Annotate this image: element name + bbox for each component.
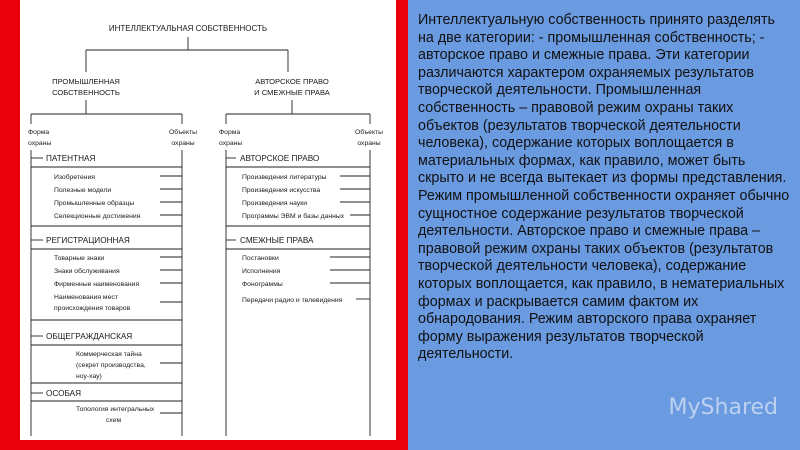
object-item: Произведения искусства <box>242 187 321 194</box>
watermark-logo: MyShared <box>668 395 778 420</box>
object-item: Промышленные образцы <box>54 200 135 207</box>
section-title: АВТОРСКОЕ ПРАВО <box>240 154 320 163</box>
right-objects-label: охраны <box>357 140 381 147</box>
right-form-label: охраны <box>219 140 243 147</box>
section-title: РЕГИСТРАЦИОННАЯ <box>46 236 130 245</box>
object-item: Знаки обслуживания <box>54 268 120 275</box>
object-item: Полезные модели <box>54 187 112 194</box>
object-item: Произведения науки <box>242 200 308 207</box>
section-title: СМЕЖНЫЕ ПРАВА <box>240 236 314 245</box>
section-title: ОСОБАЯ <box>46 389 82 398</box>
body-text: Интеллектуальную собственность принято разделять на две категории: - промышленная собственность; - авторское право и смежные права. Эти категории различаются характером охраняемых результатов творческой деятельности. Промышленная собственность – правовой режим охраны таких объектов (результатов творческой деятельности человека), содержание которых воплощается в материальных формах, как правило, может быть скрыто и не всегда вытекает из формы представления. Режим промышленной собственности охраняет обычно сущностное содержание результатов творческой деятельности. Авторское право и смежные права – правовой режим охраны таких объектов (результатов творческой деятельности человека), содержание которых воплощается, как правило, в нематериальных формах и раскрывается самим фактом их обнародования. Режим авторского права охраняет форму выражения результатов творческой деятельности. <box>418 12 790 363</box>
object-item: Программы ЭВМ и базы данных <box>242 213 345 220</box>
object-item: Постановки <box>242 255 279 262</box>
left-form-label: охраны <box>28 140 52 147</box>
left-form-label: Форма <box>28 129 50 136</box>
object-item: Фонограммы <box>242 281 283 288</box>
object-item: происхождения товаров <box>54 305 131 312</box>
right-form-label: Форма <box>219 129 241 136</box>
object-item: схем <box>106 417 122 424</box>
object-item: Произведения литературы <box>242 174 327 181</box>
object-item: (секрет производства, <box>76 362 146 369</box>
left-objects-label: Объекты <box>168 129 198 136</box>
industrial-property-title-line1: ПРОМЫШЛЕННАЯ <box>52 77 120 86</box>
object-item: Товарные знаки <box>54 255 105 262</box>
section-title: ПАТЕНТНАЯ <box>46 154 96 163</box>
object-item: Фирменные наименования <box>54 281 140 288</box>
left-objects-label: охраны <box>171 140 195 147</box>
object-item: Топология интегральных <box>76 406 155 413</box>
object-item: Коммерческая тайна <box>76 351 142 358</box>
copyright-title-line2: И СМЕЖНЫЕ ПРАВА <box>254 88 330 97</box>
ip-diagram <box>20 0 396 440</box>
copyright-title-line1: АВТОРСКОЕ ПРАВО <box>255 77 329 86</box>
diagram-panel <box>20 0 396 440</box>
object-item: Изобретения <box>54 174 95 181</box>
object-item: Наименования мест <box>54 294 118 301</box>
object-item: Селекционные достижения <box>54 213 141 220</box>
object-item: Исполнения <box>242 268 281 275</box>
section-title: ОБЩЕГРАЖДАНСКАЯ <box>46 332 133 341</box>
object-item: ноу-хау) <box>76 373 102 380</box>
text-panel <box>408 0 800 450</box>
right-objects-label: Объекты <box>354 129 384 136</box>
root-node: ИНТЕЛЛЕКТУАЛЬНАЯ СОБСТВЕННОСТЬ <box>108 24 268 33</box>
object-item: Передачи радио и телевидения <box>242 297 343 304</box>
industrial-property-title-line2: СОБСТВЕННОСТЬ <box>52 88 120 97</box>
